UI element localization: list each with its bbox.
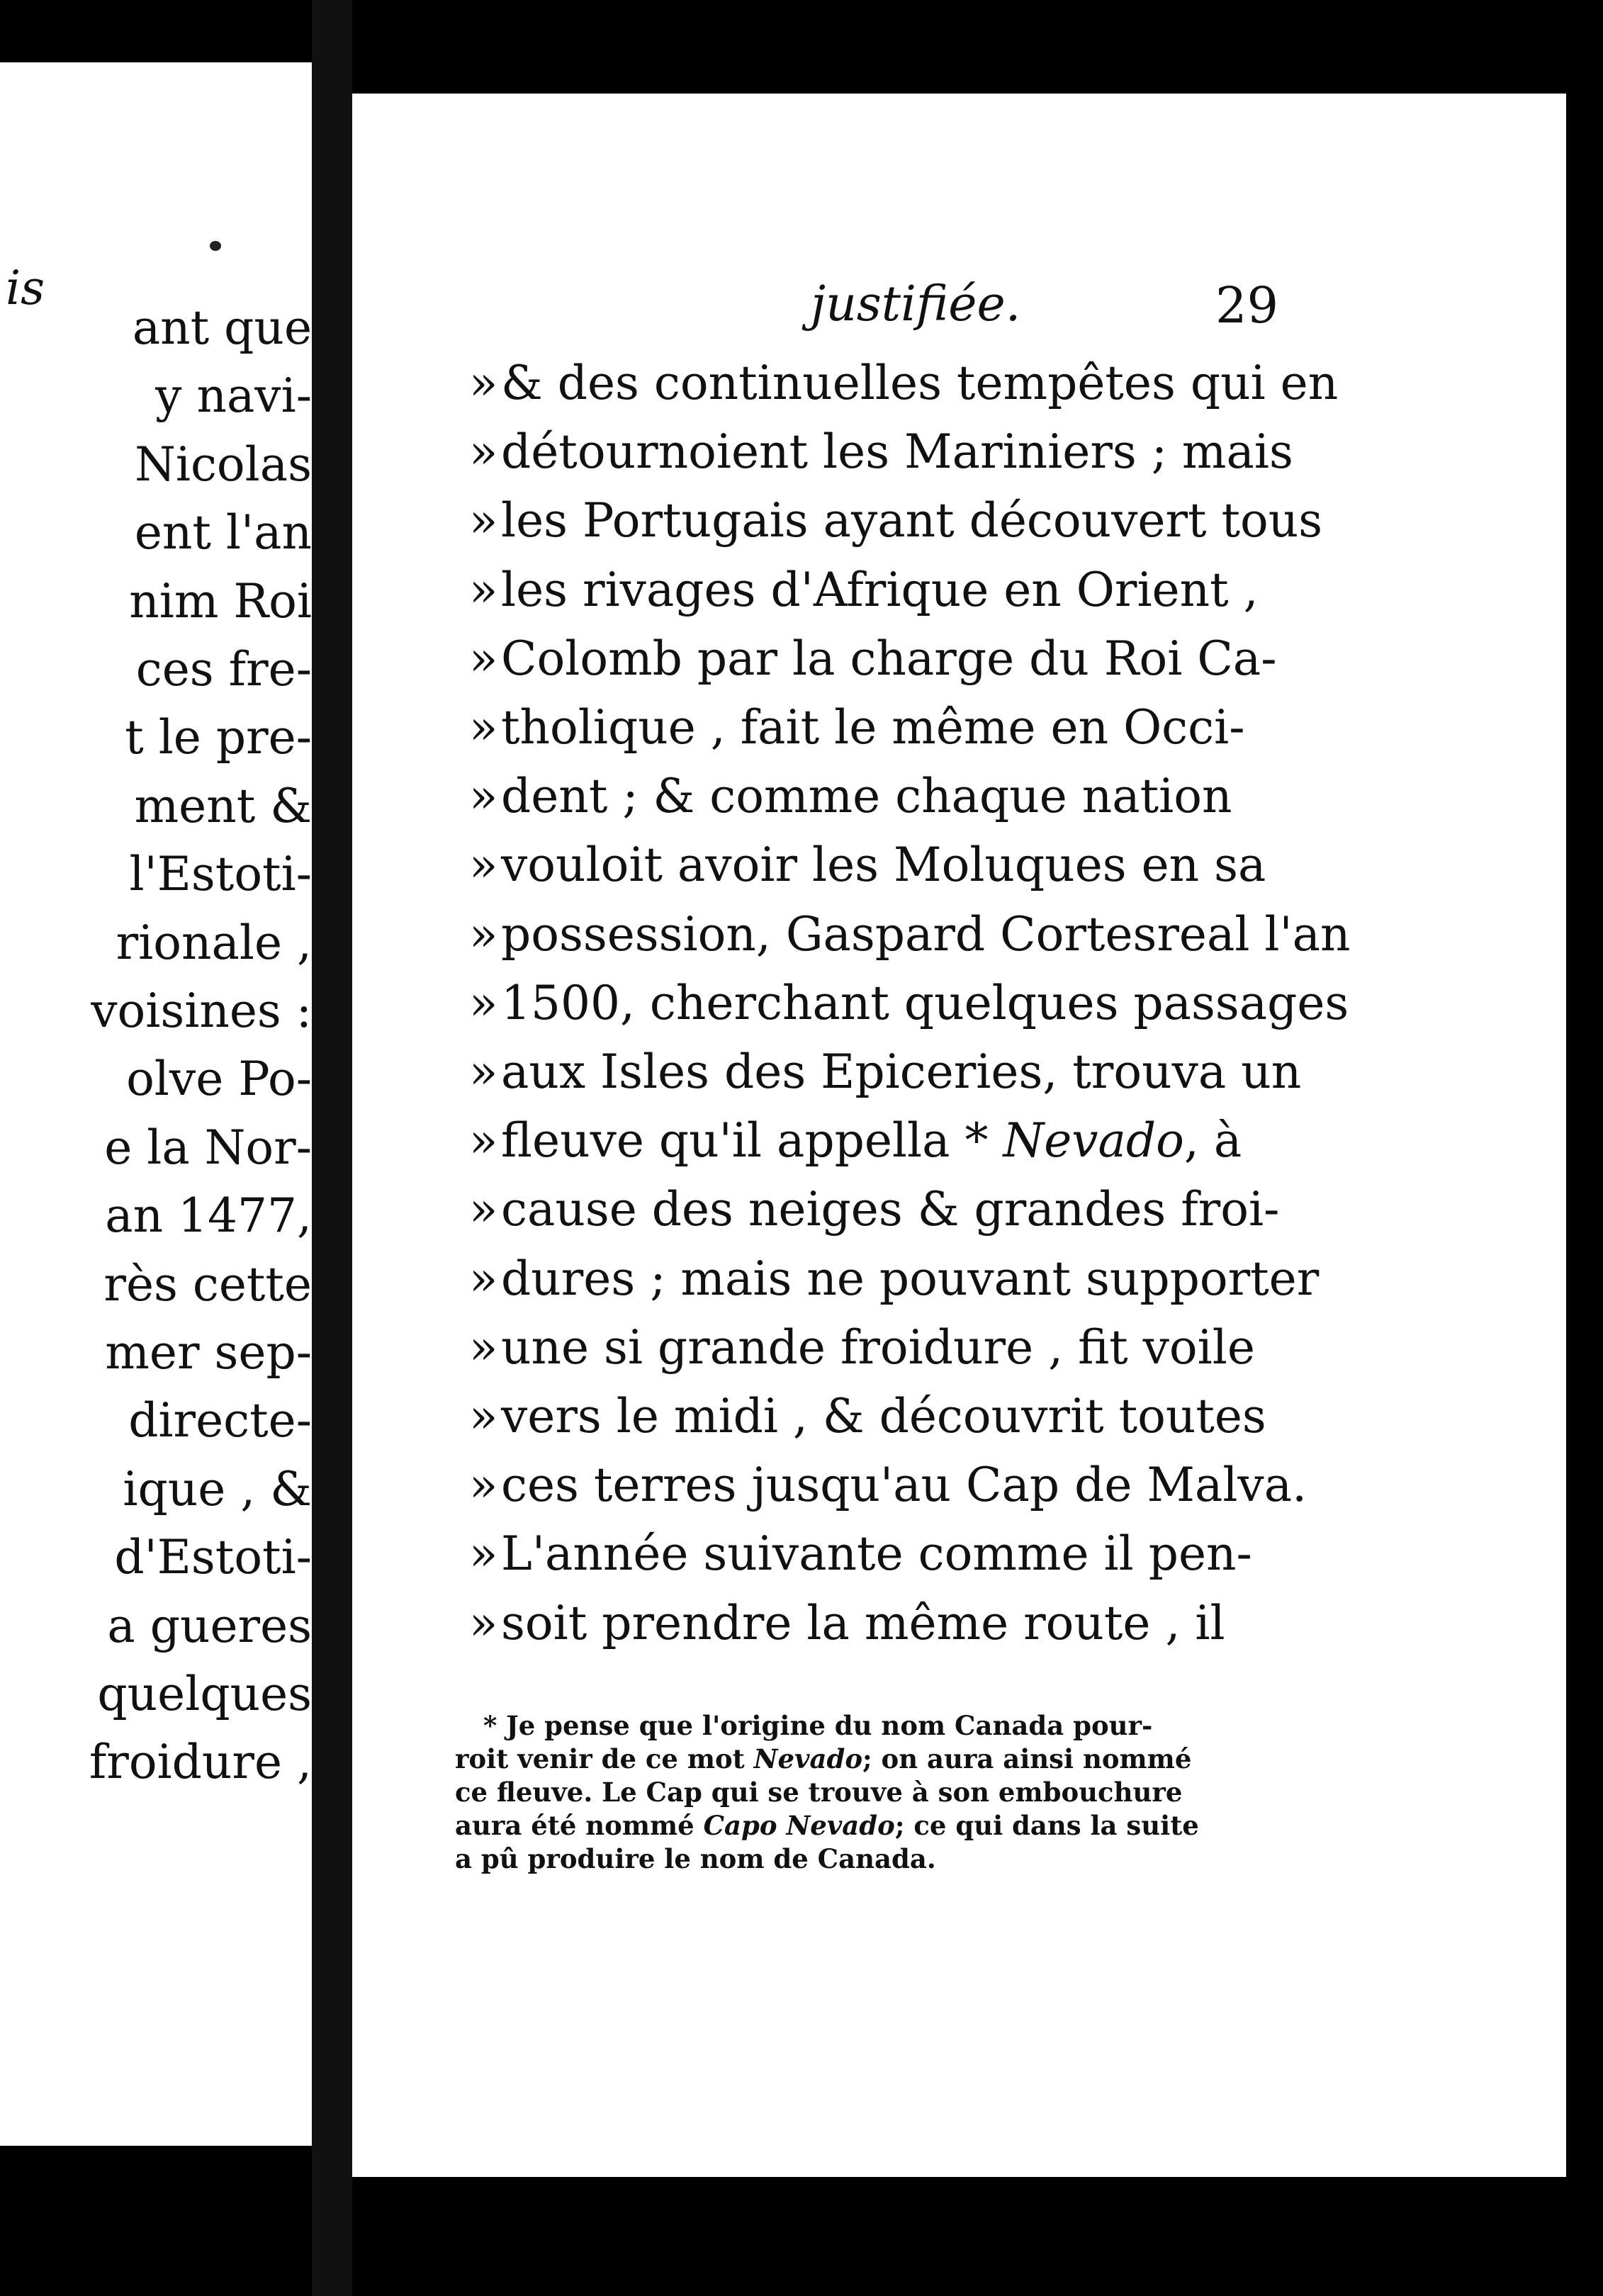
left-page-line: quelques xyxy=(97,1667,312,1721)
left-page-line: rionale , xyxy=(116,915,312,970)
italic-term: Nevado xyxy=(753,1743,863,1774)
quote-mark: » xyxy=(469,1595,498,1650)
quote-mark: » xyxy=(469,631,498,686)
footnote-text: roit venir de ce mot xyxy=(455,1743,754,1774)
footnote-line xyxy=(455,1743,1192,1774)
footnote-text: ; on aura ainsi nommé xyxy=(862,1743,1192,1774)
quote-mark: » xyxy=(469,1045,498,1099)
quote-mark: » xyxy=(469,769,498,824)
left-page-line: olve Po- xyxy=(126,1052,312,1107)
line-text: vouloit avoir les Moluques en sa xyxy=(501,838,1266,893)
left-page-line: ique , & xyxy=(123,1461,312,1516)
text-line xyxy=(469,838,1266,893)
italic-term: Nevado xyxy=(1003,1113,1184,1169)
line-text: Colomb par la charge du Roi Ca- xyxy=(501,631,1277,686)
line-text: L'année suivante comme il pen- xyxy=(501,1526,1252,1582)
left-page-line: ces fre- xyxy=(135,642,312,697)
quote-mark: » xyxy=(469,1389,498,1444)
footnote-text: aura été nommé xyxy=(455,1810,704,1841)
quote-mark: » xyxy=(469,1251,498,1306)
footnote-text: a pû produire le nom de Canada. xyxy=(455,1843,936,1874)
left-page xyxy=(0,62,312,2146)
line-text: , à xyxy=(1183,1113,1242,1169)
footnote-text: ; ce qui dans la suite xyxy=(894,1810,1199,1841)
left-page-line: ent l'an xyxy=(134,505,312,561)
page-number: 29 xyxy=(1215,276,1279,334)
text-line xyxy=(469,1319,1255,1375)
text-line xyxy=(469,631,1277,686)
line-text: fleuve qu'il appella * xyxy=(501,1113,1003,1169)
quote-mark: » xyxy=(469,493,498,548)
footnote-line xyxy=(455,1843,936,1874)
line-text: dures ; mais ne pouvant supporter xyxy=(501,1251,1320,1306)
left-page-line: e la Nor- xyxy=(104,1120,312,1175)
left-page-line: Nicolas xyxy=(135,437,312,492)
left-page-line: d'Estoti- xyxy=(114,1530,312,1585)
left-page-line: l'Estoti- xyxy=(129,847,312,902)
italic-term: Capo Nevado xyxy=(703,1810,895,1841)
line-text: ces terres jusqu'au Cap de Malva. xyxy=(501,1458,1307,1513)
quote-mark: » xyxy=(469,1182,498,1237)
text-line xyxy=(469,1526,1252,1582)
left-page-line: ment & xyxy=(134,778,312,833)
quote-mark: » xyxy=(469,838,498,893)
text-line xyxy=(469,906,1351,962)
text-line xyxy=(469,424,1293,480)
quote-mark: » xyxy=(469,424,498,480)
left-page-line: a gueres xyxy=(107,1598,312,1653)
line-text: une si grande froidure , fit voile xyxy=(501,1319,1255,1375)
footnote-text: * Je pense que l'origine du nom Canada pour- xyxy=(483,1710,1153,1741)
left-page-line: an 1477, xyxy=(105,1188,312,1244)
left-page-line: nim Roi xyxy=(129,573,312,629)
line-text: soit prendre la même route , il xyxy=(501,1595,1225,1650)
text-line xyxy=(469,1389,1266,1444)
left-page-line: mer sep- xyxy=(105,1325,312,1380)
footnote-text: ce fleuve. Le Cap qui se trouve à son embouchure xyxy=(455,1777,1183,1808)
right-page xyxy=(352,94,1566,2177)
line-text: aux Isles des Epiceries, trouva un xyxy=(501,1045,1302,1099)
left-page-line: rès cette xyxy=(103,1256,312,1312)
text-line xyxy=(469,975,1349,1030)
footnote-line xyxy=(455,1810,1199,1841)
quote-mark: » xyxy=(469,1113,498,1169)
footnote-line xyxy=(483,1710,1153,1741)
text-line xyxy=(469,1458,1307,1513)
text-line xyxy=(469,1182,1280,1237)
text-line xyxy=(469,493,1323,548)
line-text: vers le midi , & découvrit toutes xyxy=(501,1389,1266,1444)
text-line xyxy=(469,1113,1242,1169)
line-text: les rivages d'Afrique en Orient , xyxy=(501,562,1259,617)
ink-speck xyxy=(210,241,221,251)
book-gutter xyxy=(312,0,352,2296)
quote-mark: » xyxy=(469,975,498,1030)
footnote-line xyxy=(455,1779,1182,1806)
quote-mark: » xyxy=(469,356,498,410)
line-text: & des continuelles tempêtes qui en xyxy=(501,356,1339,410)
text-line xyxy=(469,356,1339,410)
line-text: les Portugais ayant découvert tous xyxy=(501,493,1323,548)
line-text: possession, Gaspard Cortesreal l'an xyxy=(501,906,1351,962)
left-page-line: t le pre- xyxy=(125,710,312,765)
quote-mark: » xyxy=(469,562,498,617)
quote-mark: » xyxy=(469,1458,498,1513)
left-page-line: voisines : xyxy=(91,984,312,1038)
left-running-head: is xyxy=(6,261,45,315)
text-line xyxy=(469,1595,1225,1650)
quote-mark: » xyxy=(469,1319,498,1375)
left-page-line: ant que xyxy=(132,300,312,355)
left-page-line: y navi- xyxy=(155,368,312,424)
text-line xyxy=(469,1045,1302,1099)
line-text: tholique , fait le même en Occi- xyxy=(501,700,1245,755)
quote-mark: » xyxy=(469,1526,498,1582)
running-head: justifiée. xyxy=(811,276,1021,332)
left-page-line: directe- xyxy=(128,1393,312,1448)
line-text: dent ; & comme chaque nation xyxy=(501,769,1232,824)
line-text: cause des neiges & grandes froi- xyxy=(501,1182,1280,1237)
text-line xyxy=(469,562,1259,617)
quote-mark: » xyxy=(469,700,498,755)
quote-mark: » xyxy=(469,906,498,962)
text-line xyxy=(469,1251,1320,1306)
text-line xyxy=(469,700,1245,755)
text-line xyxy=(469,769,1232,824)
left-page-line: froidure , xyxy=(89,1735,312,1790)
line-text: 1500, cherchant quelques passages xyxy=(501,975,1349,1030)
line-text: détournoient les Mariniers ; mais xyxy=(501,424,1293,480)
